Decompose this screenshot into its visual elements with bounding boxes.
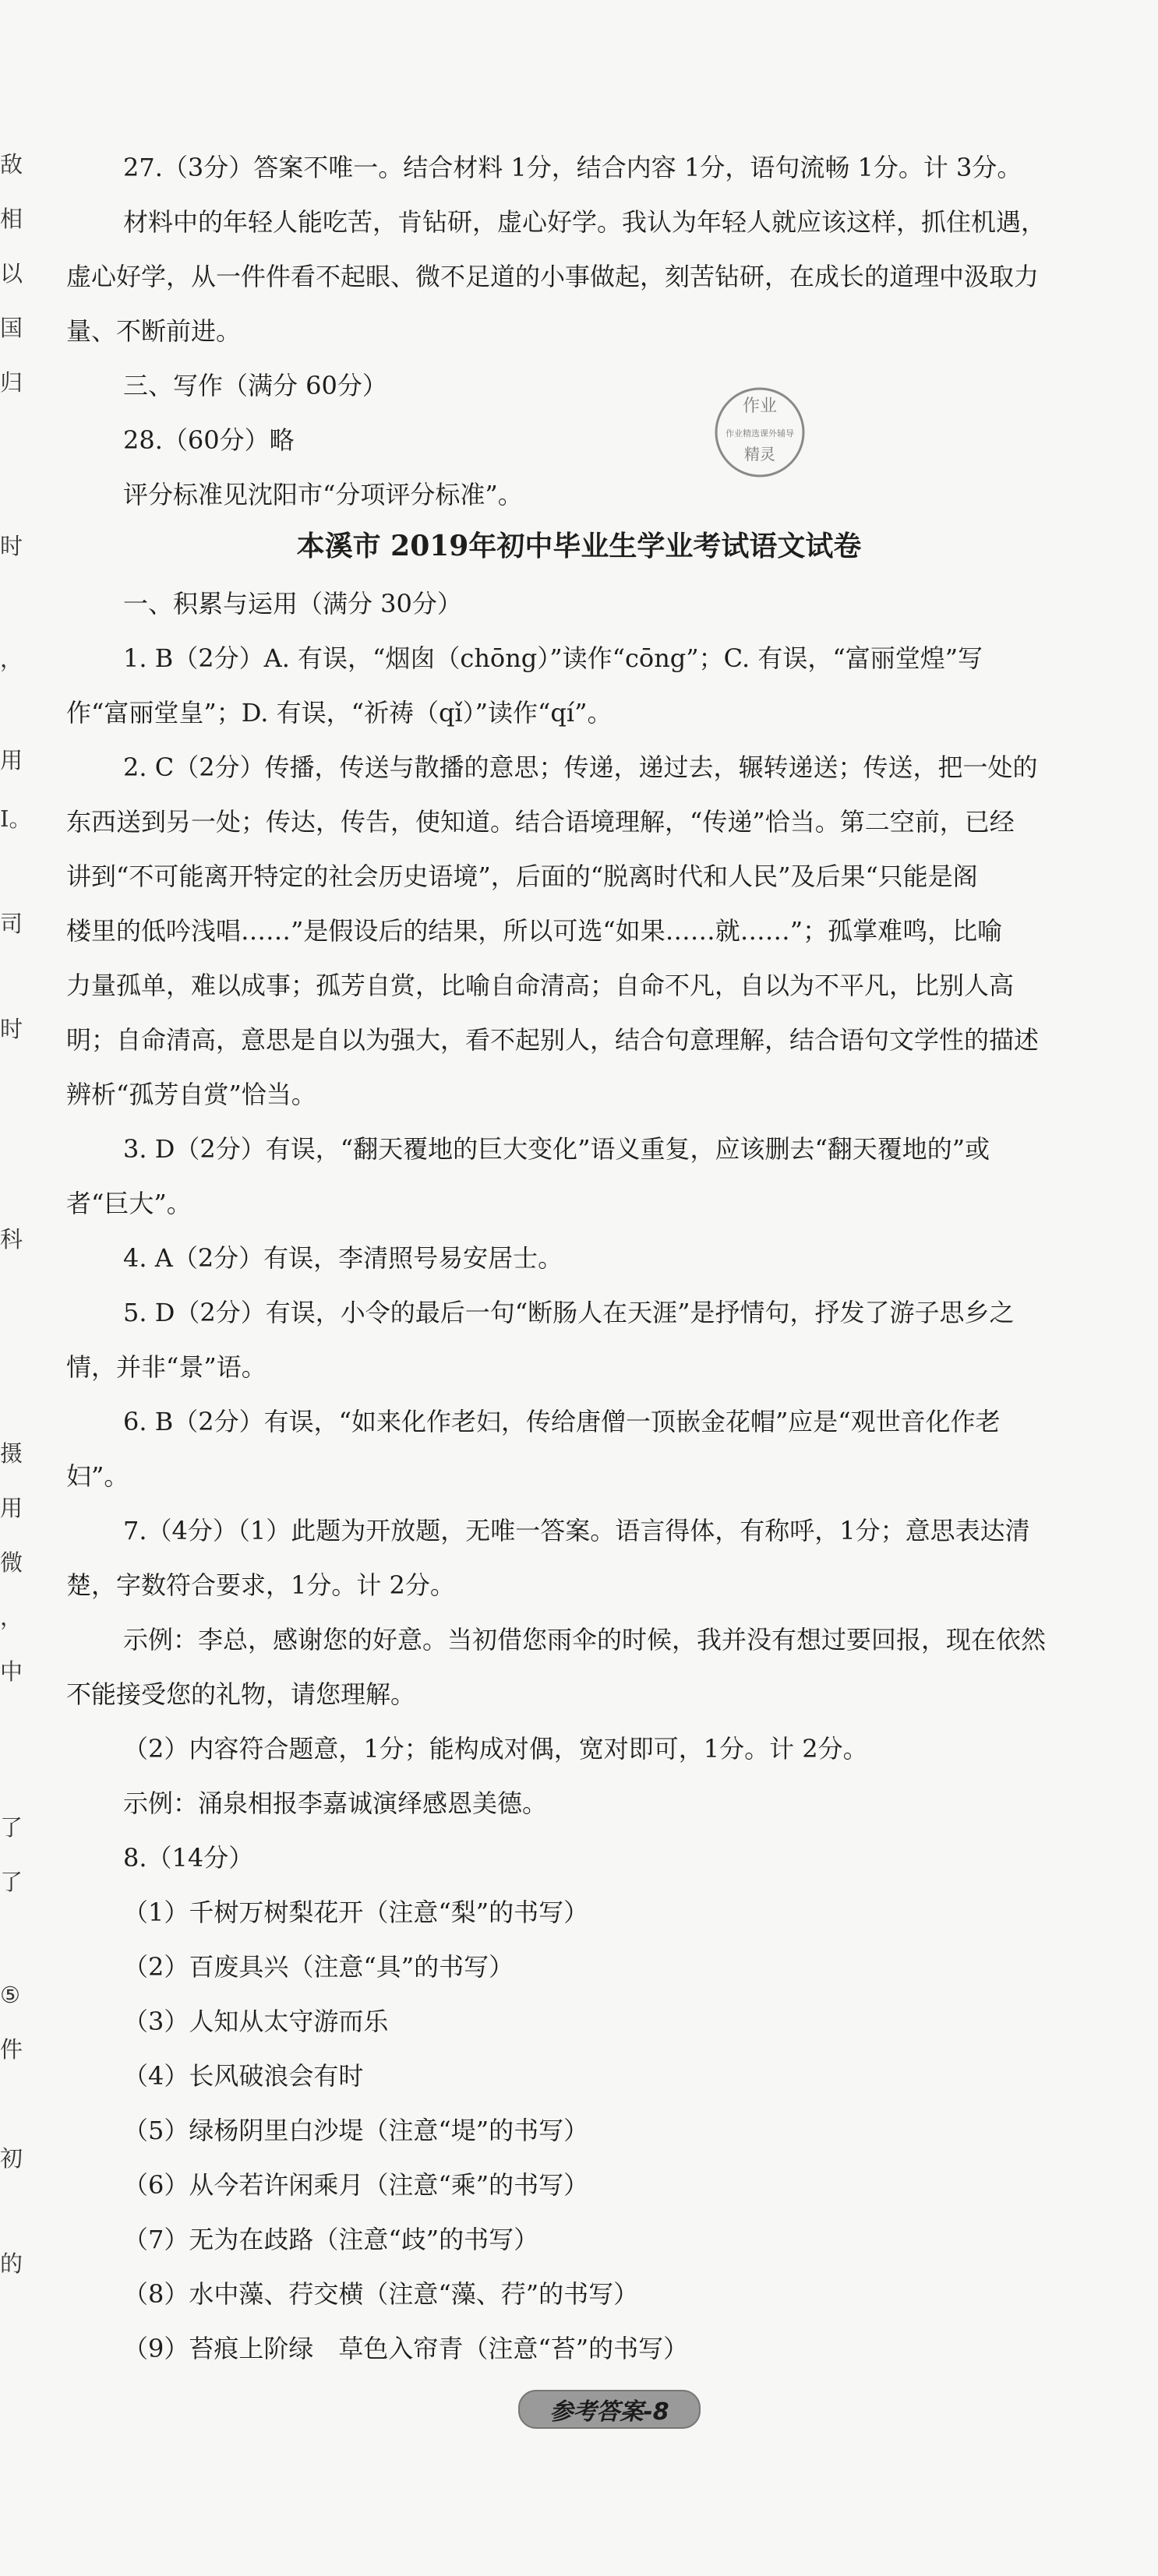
watermark-stamp [701, 374, 818, 491]
margin-fragment: 件 [0, 2036, 23, 2063]
text-line: 2. C（2分）传播，传送与散播的意思；传递，递过去，辗转递送；传送，把一处的 [123, 752, 1038, 782]
text-line: 5. D（2分）有误，小令的最后一句“断肠人在天涯”是抒情句，抒发了游子思乡之 [123, 1298, 1015, 1327]
margin-fragment: ， [0, 646, 23, 672]
margin-fragment: 中 [0, 1658, 23, 1685]
text-line: （2）内容符合题意，1分；能构成对偶，宽对即可，1分。计 2分。 [123, 1734, 868, 1764]
text-line: （6）从今若许闲乘月（注意“乘”的书写） [123, 2170, 589, 2200]
margin-fragment: 科 [0, 1226, 23, 1253]
margin-fragment: 微 [0, 1549, 23, 1576]
text-line: 示例：李总，感谢您的好意。当初借您雨伞的时候，我并没有想过要回报，现在依然 [123, 1625, 1047, 1654]
text-line: 评分标准见沈阳市“分项评分标准”。 [123, 480, 523, 509]
text-line: 不能接受您的礼物，请您理解。 [66, 1679, 416, 1709]
stamp-text-middle: 作业精选课外辅导 [726, 428, 794, 439]
text-line: 明；自命清高，意思是自以为强大，看不起别人，结合句意理解，结合语句文学性的描述 [66, 1025, 1040, 1055]
text-line: （1）千树万树梨花开（注意“梨”的书写） [123, 1898, 589, 1927]
text-line: 力量孤单，难以成事；孤芳自赏，比喻自命清高；自命不凡，自以为不平凡，比别人高 [66, 971, 1015, 1000]
text-line: 7.（4分）（1）此题为开放题，无唯一答案。语言得体，有称呼，1分；意思表达清 [123, 1516, 1030, 1545]
margin-fragment: 时 [0, 1016, 23, 1042]
text-line: 6. B（2分）有误，“如来化作老妇，传给唐僧一顶嵌金花帽”应是“观世音化作老 [123, 1407, 1001, 1436]
text-line: 辨析“孤芳自赏”恰当。 [66, 1080, 316, 1109]
text-line: 27.（3分）答案不唯一。结合材料 1分，结合内容 1分，语句流畅 1分。计 3分。 [123, 153, 1022, 182]
margin-fragment: ， [0, 1604, 23, 1630]
text-line: （3）人知从太守游而乐 [123, 2007, 389, 2036]
margin-fragment: 归 [0, 369, 23, 396]
margin-fragment: 敌 [0, 151, 23, 178]
margin-fragment: 用 [0, 747, 23, 774]
margin-fragment: 以 [0, 260, 23, 287]
text-line: 三、写作（满分 60分） [123, 371, 387, 400]
text-line: （8）水中藻、荇交横（注意“藻、荇”的书写） [123, 2279, 639, 2309]
footer-label: 参考答案-8 [549, 2398, 669, 2426]
text-line: 虚心好学，从一件件看不起眼、微不足道的小事做起，刻苦钻研，在成长的道理中汲取力 [66, 262, 1040, 291]
margin-fragment: 的 [0, 2250, 23, 2277]
text-line: 4. A（2分）有误，李清照号易安居士。 [123, 1243, 563, 1273]
page-footer-badge [518, 2390, 701, 2429]
text-line: 材料中的年轻人能吃苦，肯钻研，虚心好学。我认为年轻人就应该这样，抓住机遇， [123, 207, 1047, 237]
text-line: 讲到“不可能离开特定的社会历史语境”，后面的“脱离时代和人民”及后果“只能是阁 [66, 862, 978, 891]
margin-fragment: 国 [0, 315, 23, 341]
text-line: （2）百废具兴（注意“具”的书写） [123, 1952, 514, 1982]
margin-fragment: 司 [0, 911, 23, 937]
text-line: 楚，字数符合要求，1分。计 2分。 [66, 1570, 455, 1600]
text-line: 东西送到另一处；传达，传告，使知道。结合语境理解，“传递”恰当。第二空前，已经 [66, 807, 1015, 837]
text-line: 情，并非“景”语。 [66, 1352, 267, 1382]
text-line: 楼里的低吟浅唱……”是假设后的结果，所以可选“如果……就……”；孤掌难鸣，比喻 [66, 916, 1003, 946]
text-line: 一、积累与运用（满分 30分） [123, 589, 462, 618]
margin-fragment: 用 [0, 1495, 23, 1521]
text-line: （4）长风破浪会有时 [123, 2061, 364, 2091]
stamp-text-bottom: 精灵 [744, 445, 775, 463]
margin-fragment: I。 [0, 805, 32, 832]
text-line: 量、不断前进。 [66, 316, 242, 346]
text-line: 1. B（2分）A. 有误，“烟囱（chōng）”读作“cōng”；C. 有误，“富丽堂煌”写 [123, 643, 983, 673]
text-line: 3. D（2分）有误，“翻天覆地的巨大变化”语义重复，应该删去“翻天覆地的”或 [123, 1134, 990, 1164]
text-line: （7）无为在歧路（注意“歧”的书写） [123, 2225, 539, 2254]
margin-fragment: ⑤ [0, 1982, 20, 2008]
text-line: 8.（14分） [123, 1843, 254, 1873]
margin-fragment: 时 [0, 533, 23, 559]
text-line: 者“巨大”。 [66, 1189, 192, 1218]
text-line: 妇”。 [66, 1461, 129, 1491]
text-line: （5）绿杨阴里白沙堤（注意“堤”的书写） [123, 2116, 589, 2145]
exam-title: 本溪市 2019年初中毕业生学业考试语文试卷 [296, 530, 862, 562]
margin-fragment: 摄 [0, 1440, 23, 1467]
text-line: 28.（60分）略 [123, 425, 295, 455]
text-line: 示例：涌泉相报李嘉诚演绎感恩美德。 [123, 1788, 548, 1818]
margin-fragment: 相 [0, 206, 23, 232]
text-line: 作“富丽堂皇”；D. 有误，“祈祷（qǐ）”读作“qí”。 [66, 698, 613, 728]
margin-fragment: 了 [0, 1869, 23, 1895]
margin-fragment: 初 [0, 2145, 23, 2172]
margin-fragment: 了 [0, 1814, 23, 1841]
stamp-text-top: 作业 [742, 396, 778, 416]
text-line: （9）苔痕上阶绿 草色入帘青（注意“苔”的书写） [123, 2334, 689, 2363]
